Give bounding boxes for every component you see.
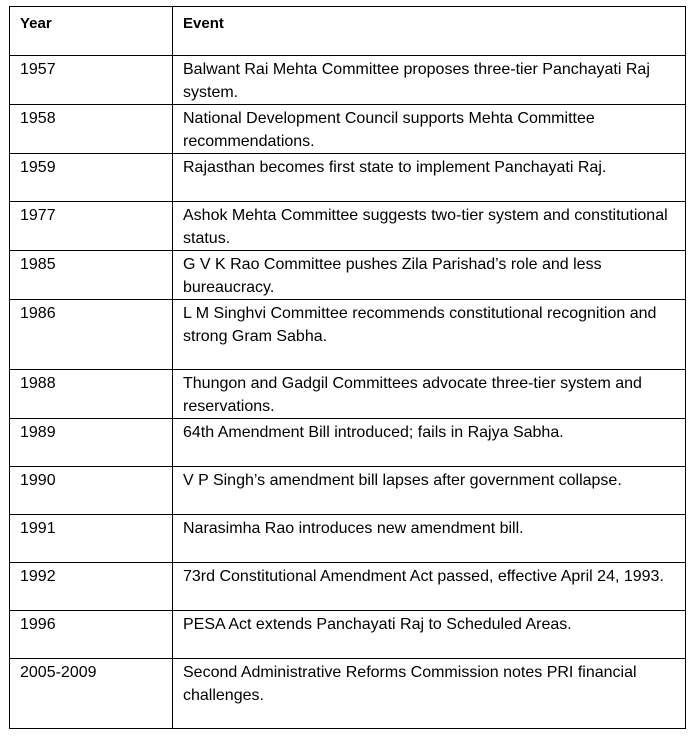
event-cell: Balwant Rai Mehta Committee proposes three-tier Panchayati Raj system.: [173, 56, 686, 105]
table-header-row: [10, 7, 686, 56]
event-cell: L M Singhvi Committee recommends constitutional recognition and strong Gram Sabha.: [173, 300, 686, 370]
header-event: Event: [173, 7, 686, 56]
event-cell: 64th Amendment Bill introduced; fails in Rajya Sabha.: [173, 419, 686, 467]
year-cell: 1988: [10, 370, 173, 419]
table-row: [10, 56, 686, 105]
year-cell: 1958: [10, 105, 173, 154]
table-row: [10, 251, 686, 300]
event-cell: Thungon and Gadgil Committees advocate three-tier system and reservations.: [173, 370, 686, 419]
year-cell: 1977: [10, 202, 173, 251]
year-cell: 1992: [10, 563, 173, 611]
table-row: [10, 611, 686, 659]
event-cell: Narasimha Rao introduces new amendment bill.: [173, 515, 686, 563]
table-row: [10, 105, 686, 154]
table-row: [10, 154, 686, 202]
table-row: [10, 419, 686, 467]
event-cell: Rajasthan becomes first state to implement Panchayati Raj.: [173, 154, 686, 202]
table-row: [10, 300, 686, 370]
event-cell: National Development Council supports Mehta Committee recommendations.: [173, 105, 686, 154]
event-cell: Ashok Mehta Committee suggests two-tier system and constitutional status.: [173, 202, 686, 251]
year-cell: 1991: [10, 515, 173, 563]
event-cell: PESA Act extends Panchayati Raj to Scheduled Areas.: [173, 611, 686, 659]
event-cell: V P Singh’s amendment bill lapses after government collapse.: [173, 467, 686, 515]
year-cell: 1990: [10, 467, 173, 515]
year-cell: 1959: [10, 154, 173, 202]
table-row: [10, 659, 686, 729]
table-row: [10, 202, 686, 251]
event-cell: Second Administrative Reforms Commission notes PRI financial challenges.: [173, 659, 686, 729]
header-year: Year: [10, 7, 173, 56]
year-cell: 1989: [10, 419, 173, 467]
year-cell: 1986: [10, 300, 173, 370]
year-cell: 1957: [10, 56, 173, 105]
year-cell: 1996: [10, 611, 173, 659]
table-row: [10, 370, 686, 419]
table-row: [10, 515, 686, 563]
table-row: [10, 563, 686, 611]
event-cell: G V K Rao Committee pushes Zila Parishad’s role and less bureaucracy.: [173, 251, 686, 300]
table-row: [10, 467, 686, 515]
event-cell: 73rd Constitutional Amendment Act passed, effective April 24, 1993.: [173, 563, 686, 611]
year-cell: 2005-2009: [10, 659, 173, 729]
timeline-table-container: [9, 6, 685, 729]
timeline-table: [9, 6, 686, 729]
year-cell: 1985: [10, 251, 173, 300]
